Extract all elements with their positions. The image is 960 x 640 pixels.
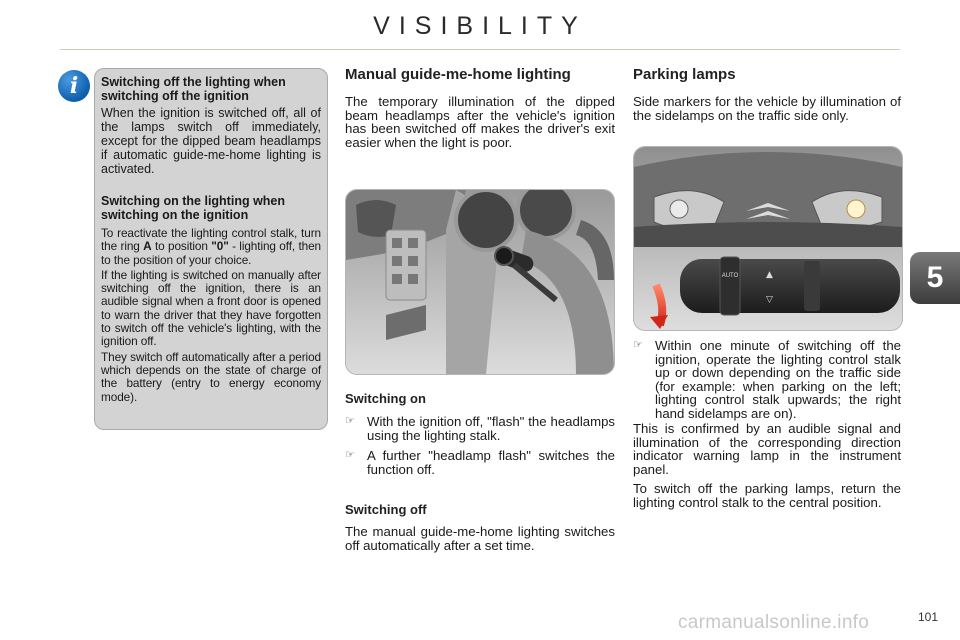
parking-lamps-section [633,66,901,122]
switching-on-heading: Switching on [345,391,426,406]
switching-on-bullet-2: ☞ A further "headlamp flash" switches the function off. [345,448,615,477]
parking-lamps-bullet: ☞ Within one minute of switching off the ignition, operate the lighting control stalk up or down depending on the traffic side (for example: when parking on the left; lighting control stalk upwards; the right hand sidelamps are on). [633,338,901,421]
svg-text:▽: ▽ [766,295,773,305]
switching-off-text: The manual guide-me-home lighting switches off automatically after a set time. [345,524,615,553]
page-number: 101 [917,610,938,624]
parking-lamps-intro: Side markers for the vehicle by illumination of the sidelamps on the traffic side only. [633,94,901,123]
chapter-tab[interactable]: 5 [910,252,960,304]
switching-on-bullet-1: ☞ With the ignition off, "flash" the headlamps using the lighting stalk. [345,414,615,443]
switching-on-section [345,391,615,476]
pointing-hand-icon: ☞ [345,415,355,427]
info-icon: i [58,70,90,102]
dashboard-illustration [345,189,615,375]
stalk-drawing [634,147,902,330]
parking-lamps-title: Parking lamps [633,66,736,83]
watermark: carmanualsonline.info [678,612,870,633]
info-text-audible: If the lighting is switched on manually after switching off the ignition, there is an audible signal when a front door is opened to warn the driver that they have forgotten to switch off the vehicle's lighting, with the ignition off. [101,267,321,349]
stalk-illustration [633,146,903,331]
switching-off-heading: Switching off [345,502,427,517]
title-divider [60,49,900,50]
svg-text:▲: ▲ [766,270,773,280]
parking-lamps-confirm: This is confirmed by an audible signal and illumination of the corresponding direction indicator warning lamp in the instrument panel. [633,421,901,477]
info-heading-on: Switching on the lighting when switching on the ignition [101,194,286,222]
guide-me-home-title: Manual guide-me-home lighting [345,66,571,83]
info-heading-off: Switching off the lighting when switching off the ignition [101,75,286,103]
pointing-hand-icon: ☞ [345,449,355,461]
info-box [94,68,328,430]
pointing-hand-icon: ☞ [633,339,643,351]
guide-me-home-intro: The temporary illumination of the dipped beam headlamps after the vehicle's ignition has been switched off makes the driver's exit easier when the light is poor. [345,94,615,150]
stalk-auto-label: AUTO [721,273,739,279]
parking-lamps-switch-off: To switch off the parking lamps, return the lighting control stalk to the central position. [633,481,901,510]
info-text-off: When the ignition is switched off, all of the lamps switch off immediately, except for the dipped beam headlamps if automatic guide-me-home lighting is activated. [101,106,321,176]
parking-lamps-details [633,339,901,509]
info-text-reactivate: To reactivate the lighting control stalk, turn the ring A to position "0" - lighting off, then to the position of your choice. [101,226,321,267]
switching-off-section [345,502,615,552]
info-text-economy: They switch off automatically after a period which depends on the state of charge of the battery (entry to energy economy mode). [101,349,321,404]
dashboard-drawing [346,190,614,374]
page-title: VISIBILITY [373,12,587,40]
guide-me-home-section [345,66,615,149]
